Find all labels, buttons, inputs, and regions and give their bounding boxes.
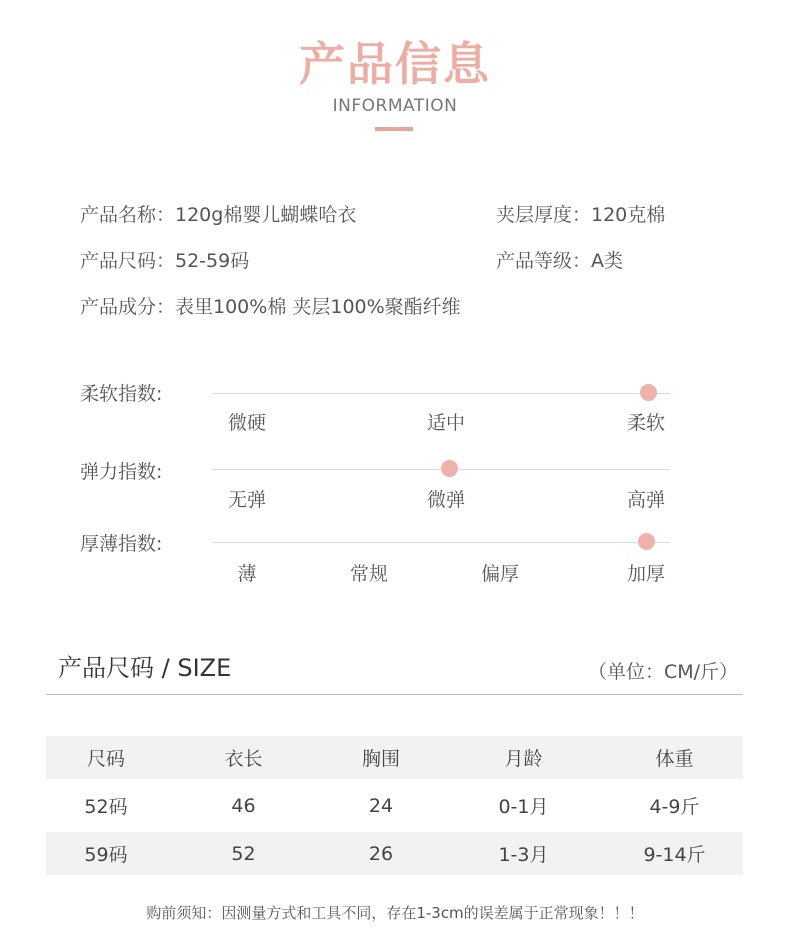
thickness-option-thicker: 偏厚 bbox=[480, 563, 520, 585]
cell-chest: 24 bbox=[368, 794, 394, 817]
purchase-notice: 购前须知：因测量方式和工具不同，存在1-3cm的误差属于正常现象！！！ bbox=[146, 904, 644, 922]
cell-length: 46 bbox=[231, 794, 256, 817]
cell-length: 52 bbox=[231, 842, 256, 865]
softness-index-marker bbox=[640, 384, 657, 401]
info-padding-thickness: 夹层厚度：120克棉 bbox=[496, 204, 666, 226]
thickness-option-thin: 薄 bbox=[237, 563, 257, 585]
thickness-index-label: 厚薄指数: bbox=[80, 533, 163, 555]
cell-weight: 4-9斤 bbox=[649, 796, 700, 818]
header-cell-size: 尺码 bbox=[86, 748, 125, 770]
softness-index-track bbox=[212, 393, 670, 394]
thickness-option-regular: 常规 bbox=[349, 563, 389, 585]
elasticity-option-high: 高弹 bbox=[626, 489, 666, 511]
header-cell-weight: 体重 bbox=[655, 748, 694, 770]
elasticity-index-marker bbox=[441, 460, 458, 477]
cell-size: 59码 bbox=[84, 844, 128, 866]
header-cell-age: 月龄 bbox=[504, 748, 543, 770]
table-row bbox=[46, 832, 743, 875]
softness-index-label: 柔软指数: bbox=[80, 383, 163, 405]
table-row bbox=[46, 784, 743, 827]
elasticity-option-none: 无弹 bbox=[227, 489, 267, 511]
size-table-header bbox=[46, 736, 743, 779]
size-unit-note: （单位：CM/斤） bbox=[587, 661, 738, 683]
size-section-divider bbox=[46, 694, 743, 695]
thickness-option-thick: 加厚 bbox=[626, 563, 666, 585]
cell-age: 1-3月 bbox=[498, 844, 549, 866]
softness-option-medium: 适中 bbox=[426, 412, 466, 434]
page-subtitle: INFORMATION bbox=[332, 96, 458, 116]
cell-size: 52码 bbox=[84, 796, 128, 818]
elasticity-index-label: 弹力指数: bbox=[80, 461, 163, 483]
info-size-range: 产品尺码：52-59码 bbox=[80, 250, 250, 272]
cell-chest: 26 bbox=[368, 842, 394, 865]
elasticity-option-slight: 微弹 bbox=[426, 489, 466, 511]
info-composition: 产品成分：表里100%棉 夹层100%聚酯纤维 bbox=[80, 296, 461, 318]
info-product-name: 产品名称：120g棉婴儿蝴蝶哈衣 bbox=[80, 204, 357, 226]
softness-option-hard: 微硬 bbox=[227, 412, 267, 434]
info-grade: 产品等级：A类 bbox=[496, 250, 623, 272]
softness-option-soft: 柔软 bbox=[626, 412, 666, 434]
thickness-index-track bbox=[212, 542, 670, 543]
header-cell-length: 衣长 bbox=[224, 748, 263, 770]
title-accent-bar bbox=[375, 127, 413, 131]
thickness-index-marker bbox=[638, 533, 655, 550]
size-section-title: 产品尺码 / SIZE bbox=[58, 654, 232, 682]
cell-age: 0-1月 bbox=[498, 796, 549, 818]
page-title: 产品信息 bbox=[299, 37, 491, 91]
header-cell-chest: 胸围 bbox=[361, 748, 400, 770]
cell-weight: 9-14斤 bbox=[643, 844, 706, 866]
